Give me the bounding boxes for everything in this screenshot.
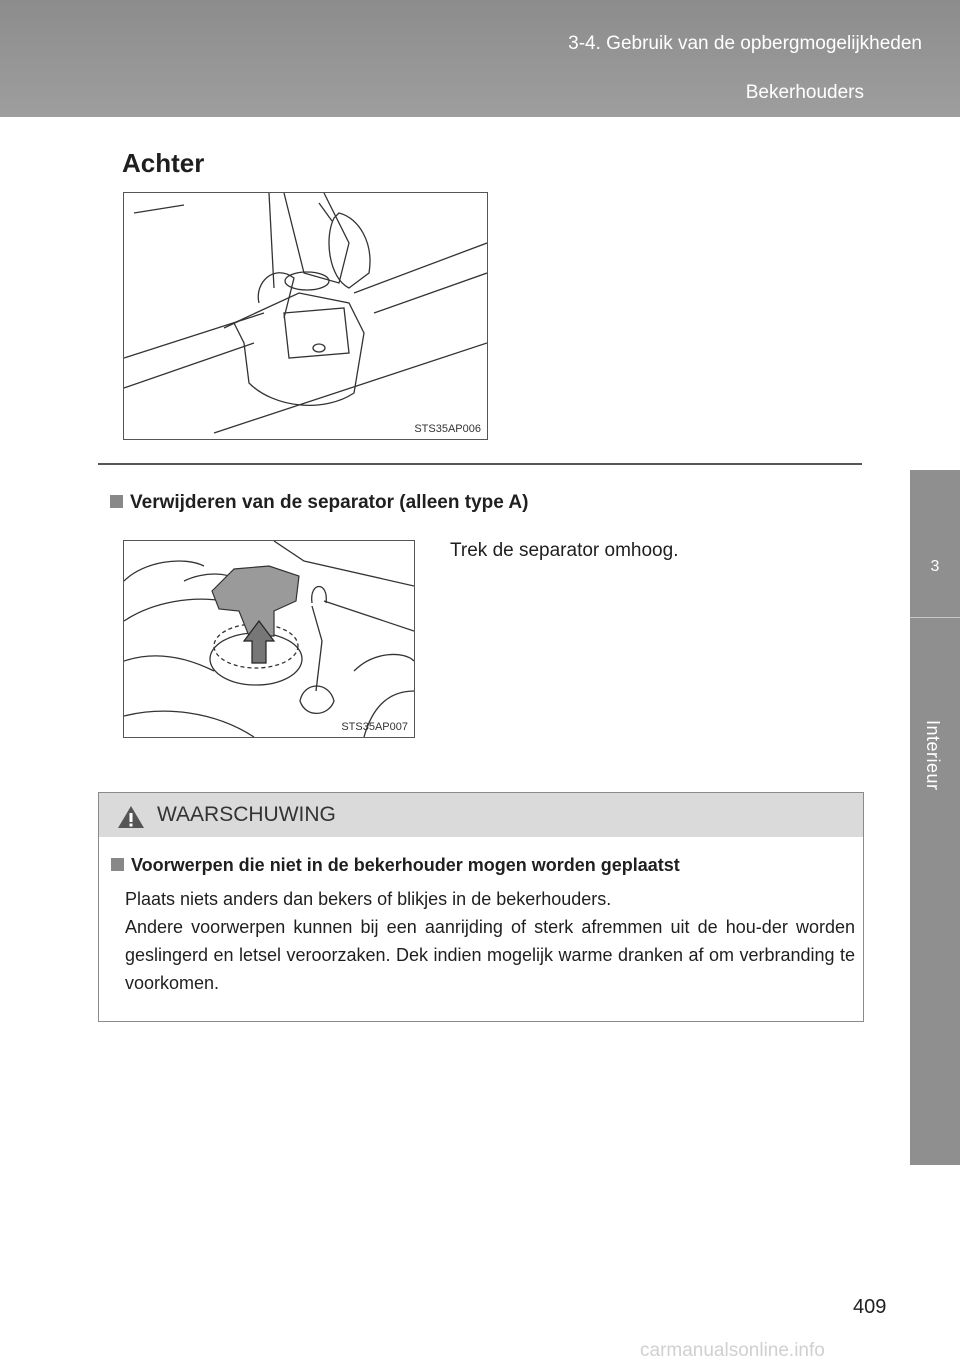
warning-subheading-text: Voorwerpen die niet in de bekerhouder mogen worden geplaatst (131, 855, 680, 875)
chapter-side-tab (910, 470, 960, 1165)
rear-figure-code: STS35AP006 (414, 423, 481, 435)
warning-title: WAARSCHUWING (157, 803, 336, 826)
page-header (0, 0, 960, 117)
bullet-square-icon (110, 495, 123, 508)
separator-removal-drawing (124, 541, 414, 737)
separator-heading (110, 492, 528, 514)
separator-instruction: Trek de separator omhoog. (450, 540, 679, 561)
separator-figure-code: STS35AP007 (341, 721, 408, 733)
page-number: 409 (853, 1296, 887, 1318)
warning-header (99, 793, 863, 837)
warning-box (98, 792, 864, 1022)
warning-line-1: Plaats niets anders dan bekers of blikjes in de bekerhouders. (125, 889, 612, 909)
rear-cupholder-drawing (124, 193, 487, 439)
rear-cupholder-illustration (123, 192, 488, 440)
warning-subheading (111, 855, 680, 876)
section-title: 3-4. Gebruik van de opbergmogelijkheden (568, 33, 922, 54)
subsection-title: Bekerhouders (745, 82, 864, 103)
watermark: carmanualsonline.info (640, 1340, 825, 1361)
warning-line-2: Andere voorwerpen kunnen bij een aanrijding of sterk afremmen uit de hou-der worden geslingerd en letsel veroorzaken. Dek indien mogelijk warme dranken af om verbranding te voorkomen. (125, 917, 855, 993)
section-divider (98, 463, 862, 465)
separator-removal-illustration (123, 540, 415, 738)
chapter-label: Interieur (923, 720, 943, 791)
separator-heading-text: Verwijderen van de separator (alleen type A) (130, 492, 529, 513)
warning-body (125, 885, 855, 997)
warning-triangle-icon (117, 805, 145, 829)
chapter-number: 3 (930, 558, 940, 575)
bullet-square-icon (111, 858, 124, 871)
rear-heading: Achter (122, 148, 205, 178)
tab-divider (910, 617, 960, 618)
